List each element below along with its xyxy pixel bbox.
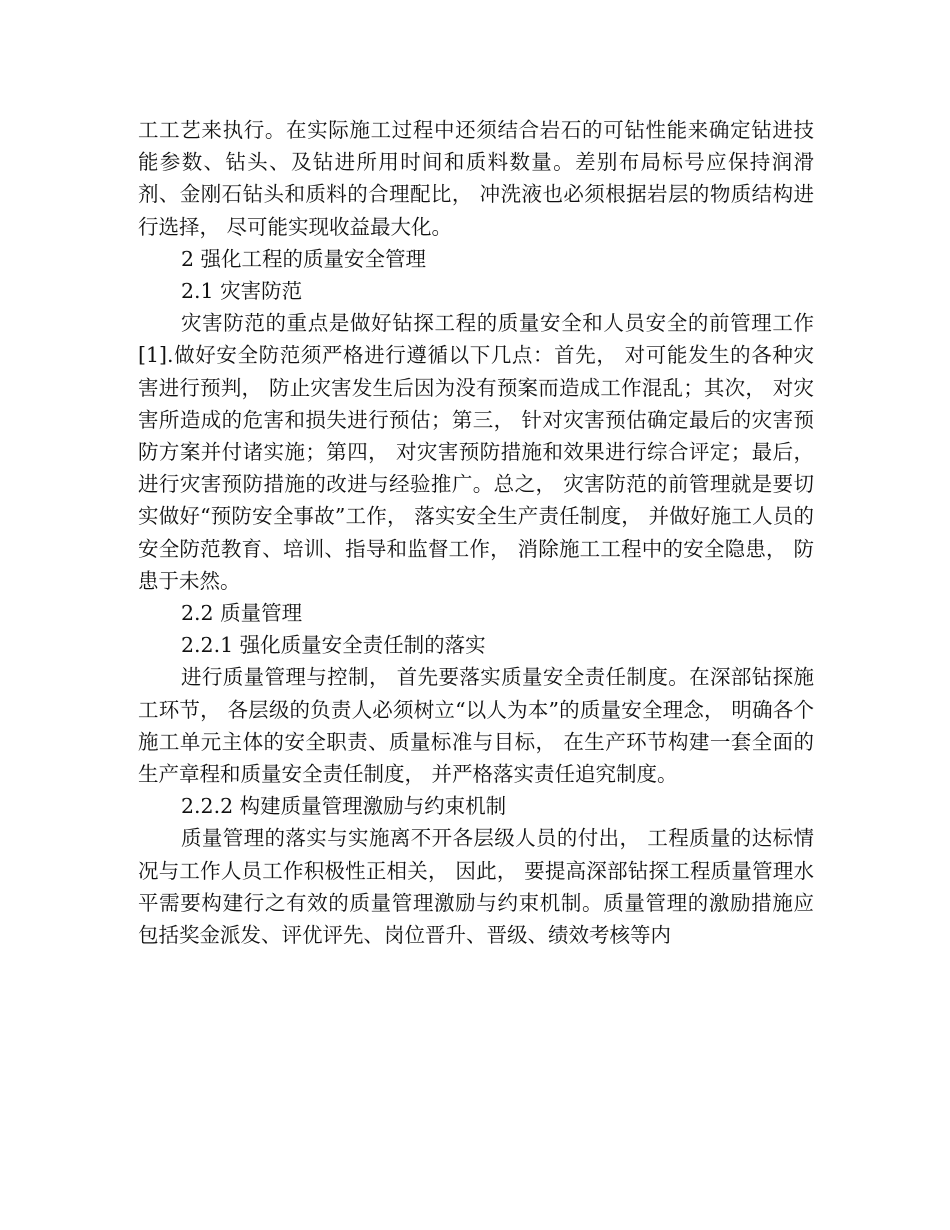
section-heading-2: 2 强化工程的质量安全管理	[181, 246, 427, 271]
paragraph-disaster-prevention: 灾害防范的重点是做好钻探工程的质量安全和人员安全的前管理工作[1].做好安全防范须严格进行遵循以下几点：首先， 对可能发生的各种灾害进行预判， 防止灾害发生后因为没有预案而造成工作混乱；其次， 对灾害所造成的危害和损失进行预估；第三， 针对灾害预估确定最后的灾害预防方案并付诸实施；第四， 对灾害预防措施和效果进行综合评定；最后， 进行灾害预防措施的改进与经验推广。总之， 灾害防范的前管理就是要切实做好“预防安全事故”工作， 落实安全生产责任制度， 并做好施工人员的安全防范教育、培训、指导和监督工作， 消除施工工程中的安全隐患， 防患于未然。	[138, 311, 814, 593]
paragraph-continuation: 工工艺来执行。在实际施工过程中还须结合岩石的可钻性能来确定钻进技能参数、钻头、及钻进所用时间和质料数量。差别布局标号应保持润滑剂、金刚石钻头和质料的合理配比， 冲洗液也必须根据岩层的物质结构进行选择， 尽可能实现收益最大化。	[138, 118, 814, 239]
document-body	[138, 114, 814, 951]
section-heading-2-2: 2.2 质量管理	[181, 601, 303, 626]
section-heading-2-2-1: 2.2.1 强化质量安全责任制的落实	[181, 633, 486, 658]
section-heading-2-1: 2.1 灾害防范	[181, 279, 303, 304]
paragraph-responsibility-system: 进行质量管理与控制， 首先要落实质量安全责任制度。在深部钻探施工环节， 各层级的负责人必须树立“以人为本”的质量安全理念， 明确各个施工单元主体的安全职责、质量标准与目标， 在生产环节构建一套全面的生产章程和质量安全责任制度， 并严格落实责任追究制度。	[138, 665, 814, 787]
section-heading-2-2-2: 2.2.2 构建质量管理激励与约束机制	[181, 794, 507, 819]
paragraph-incentive-mechanism: 质量管理的落实与实施离不开各层级人员的付出， 工程质量的达标情况与工作人员工作积极性正相关， 因此， 要提高深部钻探工程质量管理水平需要构建行之有效的质量管理激励与约束机制。质量管理的激励措施应包括奖金派发、评优评先、岗位晋升、晋级、绩效考核等内	[138, 826, 814, 948]
